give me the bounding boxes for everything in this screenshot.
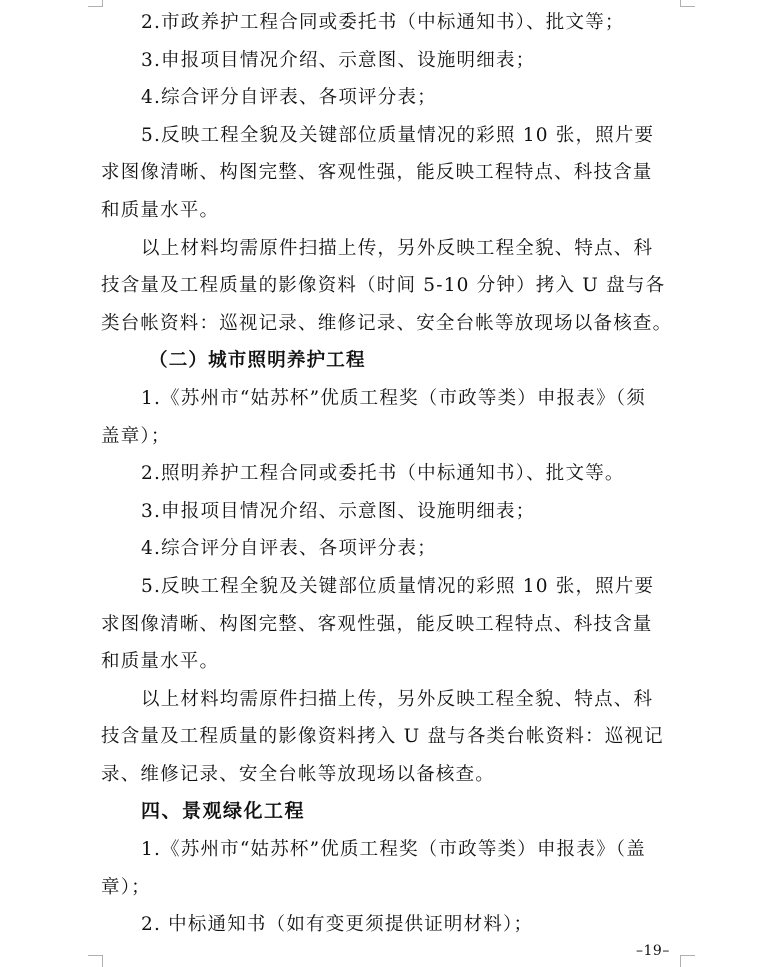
page-number: –19– — [636, 943, 670, 959]
text-line: 1.《苏州市“姑苏杯”优质工程奖（市政等类）申报表》（盖 — [141, 839, 646, 861]
text-line: 以上材料均需原件扫描上传，另外反映工程全貌、特点、科 — [141, 237, 654, 259]
section-heading: 四、景观绿化工程 — [141, 800, 306, 823]
text-line: 类台帐资料：巡视记录、维修记录、安全台帐等放现场以备核查。 — [101, 312, 673, 334]
crop-mark-bottom-right — [680, 955, 695, 967]
text-line: 技含量及工程质量的影像资料拷入 U 盘与各类台帐资料：巡视记 — [101, 726, 664, 748]
text-line: 技含量及工程质量的影像资料（时间 5-10 分钟）拷入 U 盘与各 — [101, 275, 666, 297]
text-line: 5.反映工程全貌及关键部位质量情况的彩照 10 张，照片要 — [141, 575, 655, 597]
text-line: 章）； — [101, 876, 151, 898]
text-line: 求图像清晰、构图完整、客观性强，能反映工程特点、科技含量 — [101, 613, 653, 635]
text-line: 和质量水平。 — [101, 199, 220, 221]
text-line: 3.申报项目情况介绍、示意图、设施明细表； — [141, 500, 536, 522]
text-line: 2.市政养护工程合同或委托书（中标通知书）、批文等； — [141, 12, 625, 33]
text-line: 5.反映工程全貌及关键部位质量情况的彩照 10 张，照片要 — [141, 124, 655, 146]
text-line: 4.综合评分自评表、各项评分表； — [141, 538, 437, 560]
text-line: 盖章）； — [101, 425, 171, 447]
text-line: 2.照明养护工程合同或委托书（中标通知书）、批文等。 — [141, 463, 625, 485]
text-line: 和质量水平。 — [101, 651, 220, 673]
text-line: 求图像清晰、构图完整、客观性强，能反映工程特点、科技含量 — [101, 162, 653, 184]
text-line: 4.综合评分自评表、各项评分表； — [141, 87, 437, 109]
text-line: 录、维修记录、安全台帐等放现场以备核查。 — [101, 763, 496, 785]
text-line: 1.《苏州市“姑苏杯”优质工程奖（市政等类）申报表》（须 — [141, 387, 646, 409]
section-subheading: （二）城市照明养护工程 — [149, 350, 366, 372]
text-line: 3.申报项目情况介绍、示意图、设施明细表； — [141, 49, 536, 71]
text-line: 2. 中标通知书（如有变更须提供证明材料）； — [141, 914, 534, 936]
text-line: 以上材料均需原件扫描上传，另外反映工程全貌、特点、科 — [141, 688, 654, 710]
document-body — [101, 4, 691, 944]
crop-mark-bottom-left — [88, 955, 103, 967]
